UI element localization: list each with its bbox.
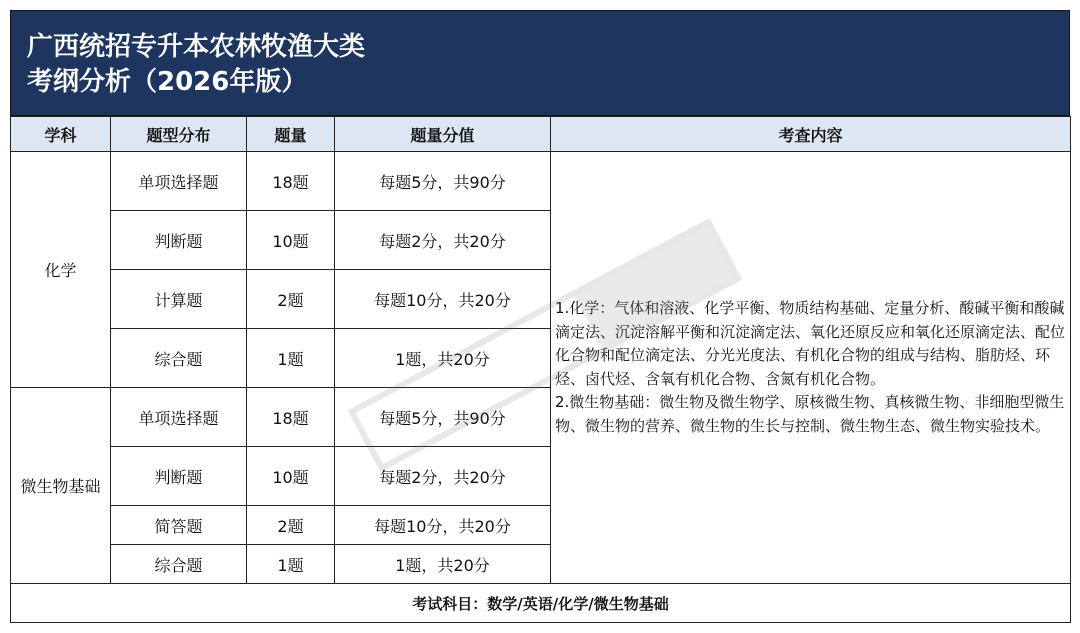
column-header-subject: 学科 [11,117,111,152]
question-count-cell: 2题 [247,506,335,545]
question-count-cell: 10题 [247,211,335,270]
question-count-cell: 10题 [247,447,335,506]
score-cell: 每题2分，共20分 [335,211,551,270]
question-count-cell: 1题 [247,329,335,388]
footer-row [11,584,1071,623]
page-subtitle: 考纲分析（2026年版） [27,67,308,97]
column-header-score: 题量分值 [335,117,551,152]
content-microbiology: 2.微生物基础：微生物及微生物学、原核微生物、真核微生物、非细胞型微生物、微生物的营养、微生物的生长与控制、微生物生态、微生物实验技术。 [555,393,1065,435]
question-type-cell: 计算题 [111,270,247,329]
content-chemistry: 1.化学：气体和溶液、化学平衡、物质结构基础、定量分析、酸碱平衡和酸碱滴定法、沉淀溶解平衡和沉淀滴定法、氧化还原反应和氧化还原滴定法、配位化合物和配位滴定法、分光光度法、有机化合物的组成与结构、脂肪烃、环烃、卤代烃、含氧有机化合物、含氮有机化合物。 [555,299,1066,388]
score-cell: 1题，共20分 [335,329,551,388]
page-title: 广西统招专升本农林牧渔大类 [27,32,366,62]
table-row [11,152,1071,211]
question-count-cell: 1题 [247,545,335,584]
score-cell: 每题10分，共20分 [335,270,551,329]
score-cell: 每题10分，共20分 [335,506,551,545]
question-type-cell: 判断题 [111,447,247,506]
column-header-content: 考查内容 [551,117,1071,152]
question-type-cell: 单项选择题 [111,152,247,211]
column-header-question-type: 题型分布 [111,117,247,152]
question-type-cell: 单项选择题 [111,388,247,447]
question-count-cell: 2题 [247,270,335,329]
syllabus-table [10,116,1071,623]
column-header-question-count: 题量 [247,117,335,152]
score-cell: 1题，共20分 [335,545,551,584]
question-count-cell: 18题 [247,152,335,211]
score-cell: 每题5分，共90分 [335,388,551,447]
exam-subjects-footer: 考试科目：数学/英语/化学/微生物基础 [11,584,1071,623]
question-type-cell: 简答题 [111,506,247,545]
subject-cell-chemistry: 化学 [11,152,111,388]
question-type-cell: 判断题 [111,211,247,270]
score-cell: 每题2分，共20分 [335,447,551,506]
score-cell: 每题5分，共90分 [335,152,551,211]
question-type-cell: 综合题 [111,329,247,388]
title-banner [10,10,1070,116]
syllabus-card [10,10,1070,623]
question-type-cell: 综合题 [111,545,247,584]
question-count-cell: 18题 [247,388,335,447]
subject-cell-microbiology: 微生物基础 [11,388,111,584]
exam-content-cell [551,152,1071,584]
table-header-row [11,117,1071,152]
